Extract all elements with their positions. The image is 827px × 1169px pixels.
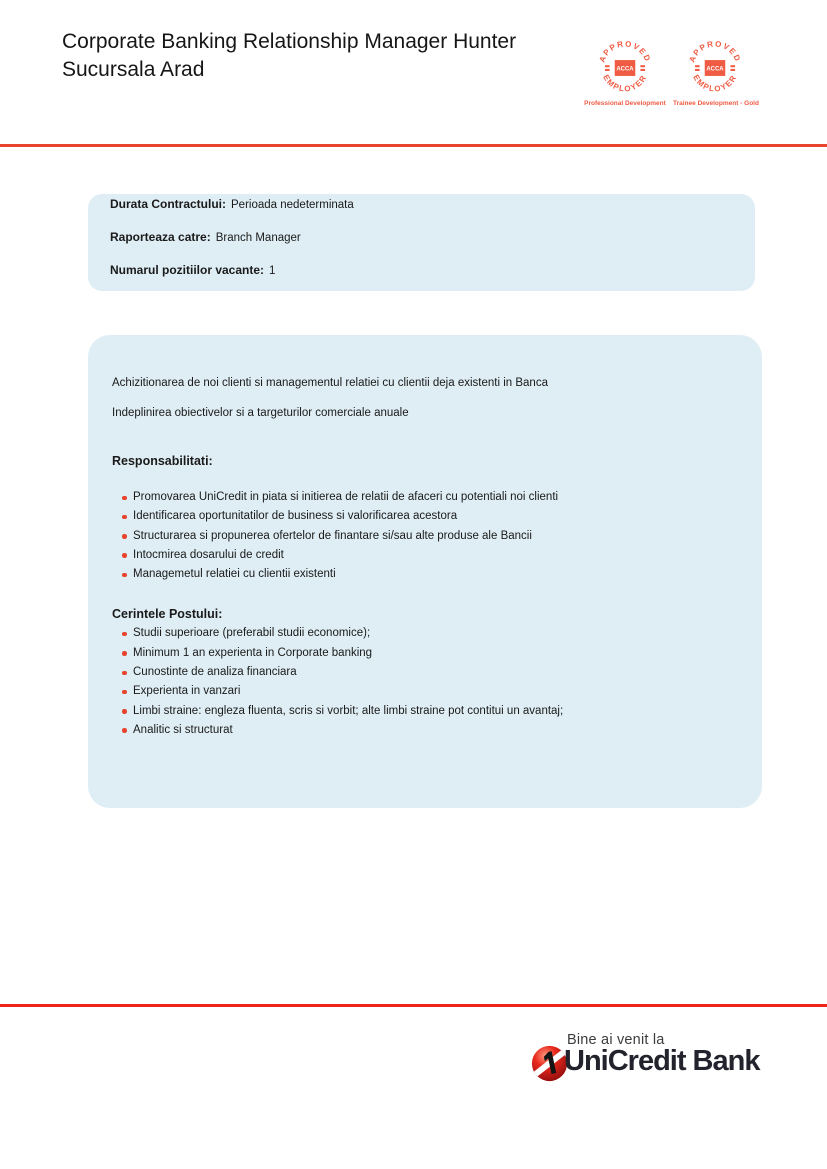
- badge-arc-top-text: APPROVED: [597, 40, 653, 64]
- list-item: Identificarea oportunitatilor de business si valorificarea acestora: [112, 507, 732, 526]
- intro-paragraph: Achizitionarea de noi clienti si managementul relatiei cu clientii deja existenti in Banca: [112, 377, 548, 389]
- section-requirements: [112, 608, 732, 740]
- detail-value: Branch Manager: [215, 232, 301, 244]
- section-heading: Responsabilitati:: [112, 454, 213, 468]
- svg-text:EMPLOYER: [691, 73, 738, 93]
- section-heading: Cerintele Postului:: [112, 607, 223, 622]
- job-description-box: [88, 335, 762, 808]
- svg-text:EMPLOYER: [601, 73, 648, 93]
- list-item: Experienta in vanzari: [112, 682, 732, 701]
- badge-arc-bottom-text: EMPLOYER: [691, 73, 739, 94]
- detail-label: Raporteaza catre:: [110, 230, 211, 244]
- acca-approved-employer-icon: [597, 40, 653, 96]
- unicredit-brand-block: [531, 1030, 791, 1086]
- badge-center-text: ACCA: [706, 66, 724, 73]
- requirements-list: [112, 624, 732, 740]
- acca-approved-employer-icon: [687, 40, 743, 96]
- brand-name: UniCredit Bank: [564, 1045, 760, 1077]
- detail-label: Durata Contractului:: [110, 197, 227, 211]
- acca-badge-professional: [583, 40, 667, 108]
- unicredit-sphere-logo-icon: [531, 1045, 568, 1082]
- detail-label: Numarul pozitiilor vacante:: [110, 263, 265, 277]
- top-divider-line: [0, 144, 827, 147]
- detail-row-contract-duration: [110, 198, 735, 211]
- detail-value: Perioada nedeterminata: [231, 199, 354, 211]
- brand-tagline: Bine ai venit la: [567, 1032, 665, 1048]
- acca-badge-trainee: [673, 40, 757, 108]
- acca-badges: [583, 40, 757, 108]
- section-responsibilities: [112, 455, 732, 584]
- badge-center-text: ACCA: [616, 66, 634, 73]
- bottom-divider-line: [0, 1004, 827, 1007]
- detail-value: 1: [269, 265, 276, 277]
- responsibilities-list: [112, 488, 732, 584]
- badge-caption: Professional Development: [584, 100, 666, 107]
- list-item: Minimum 1 an experienta in Corporate banking: [112, 644, 732, 663]
- badge-arc-top-text: APPROVED: [687, 40, 743, 64]
- badge-arc-bottom-text: EMPLOYER: [601, 73, 649, 94]
- list-item: Limbi straine: engleza fluenta, scris si vorbit; alte limbi straine pot contitui un avantaj;: [112, 702, 732, 721]
- contract-details-box: [88, 194, 755, 291]
- intro-paragraph: Indeplinirea obiectivelor si a targeturilor comerciale anuale: [112, 407, 409, 419]
- list-item: Managemetul relatiei cu clientii existenti: [112, 565, 732, 584]
- badge-caption: Trainee Development - Gold: [673, 100, 759, 107]
- list-item: Analitic si structurat: [112, 721, 732, 740]
- detail-row-vacancies: [110, 264, 735, 277]
- page-title: Corporate Banking Relationship Manager Hunter Sucursala Arad: [62, 30, 517, 81]
- list-item: Cunostinte de analiza financiara: [112, 663, 732, 682]
- list-item: Structurarea si propunerea ofertelor de finantare si/sau alte produse ale Bancii: [112, 527, 732, 546]
- list-item: Studii superioare (preferabil studii economice);: [112, 624, 732, 643]
- detail-row-reports-to: [110, 231, 735, 244]
- list-item: Promovarea UniCredit in piata si initierea de relatii de afaceri cu potentiali noi clienti: [112, 488, 732, 507]
- list-item: Intocmirea dosarului de credit: [112, 546, 732, 565]
